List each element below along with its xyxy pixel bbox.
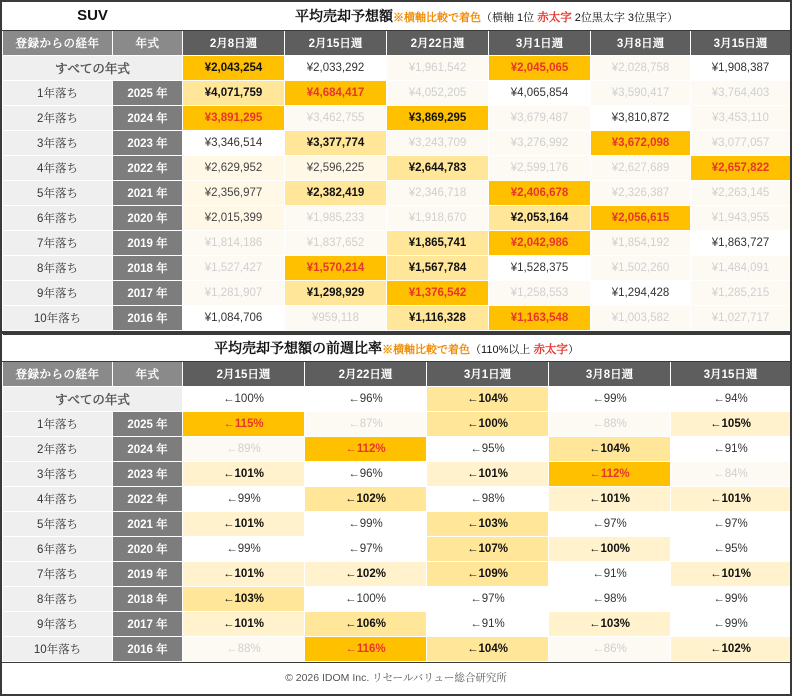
data-cell: ←99% — [183, 536, 305, 561]
data-cell: ¥3,276,992 — [489, 130, 591, 155]
data-cell: ←99% — [549, 386, 671, 411]
t2-col-w4: 3月8日週 — [549, 361, 671, 386]
data-cell: ¥1,163,548 — [489, 305, 591, 330]
table2-header-row — [3, 361, 791, 386]
table-row — [3, 636, 791, 661]
data-cell: ←96% — [305, 386, 427, 411]
data-cell: ¥1,961,542 — [387, 55, 489, 80]
data-cell: ←104% — [427, 636, 549, 661]
data-cell: ¥3,590,417 — [591, 80, 691, 105]
data-cell: ←97% — [427, 586, 549, 611]
data-cell: ←101% — [427, 461, 549, 486]
row-age-label: 2年落ち — [3, 436, 113, 461]
row-year-label: 2024 年 — [113, 105, 183, 130]
table-row — [3, 561, 791, 586]
row-year-label: 2016 年 — [113, 636, 183, 661]
row-year-label: 2020 年 — [113, 205, 183, 230]
data-cell: ¥1,298,929 — [285, 280, 387, 305]
data-cell: ¥1,527,427 — [183, 255, 285, 280]
section2-legend-post: ） — [567, 343, 579, 356]
data-cell: ←99% — [305, 511, 427, 536]
data-cell: ¥2,657,822 — [691, 155, 791, 180]
section1-note-mark: ※ — [392, 11, 404, 24]
data-cell: ¥4,052,205 — [387, 80, 489, 105]
section2-note-mark: ※ — [382, 343, 394, 356]
row-year-label: 2018 年 — [113, 255, 183, 280]
table-row — [3, 105, 791, 130]
section1-title-text: 平均売却予想額 — [294, 7, 393, 24]
section2-note-text: 横軸比較で着色 — [393, 343, 471, 356]
data-cell: ¥3,679,487 — [489, 105, 591, 130]
data-cell: ←89% — [183, 436, 305, 461]
data-cell: ¥2,053,164 — [489, 205, 591, 230]
data-cell: ←88% — [549, 411, 671, 436]
data-cell: ←96% — [305, 461, 427, 486]
data-cell: ¥1,084,706 — [183, 305, 285, 330]
data-cell: ¥1,943,955 — [691, 205, 791, 230]
data-cell: ¥1,285,215 — [691, 280, 791, 305]
section2-title-row — [3, 334, 791, 361]
t1-col-w5: 3月8日週 — [591, 30, 691, 55]
section2-title — [3, 334, 791, 361]
table-row — [3, 130, 791, 155]
data-cell: ←100% — [183, 386, 305, 411]
section1-note-text: 横軸比較で着色 — [403, 11, 481, 24]
row-age-label: 9年落ち — [3, 611, 113, 636]
table-row — [3, 511, 791, 536]
section1-legend-pre: （横軸 1位 — [480, 11, 538, 24]
row-age-label: 5年落ち — [3, 180, 113, 205]
table1-body — [3, 55, 791, 330]
t2-col-w2: 2月22日週 — [305, 361, 427, 386]
data-cell: ←106% — [305, 611, 427, 636]
data-cell: ¥2,056,615 — [591, 205, 691, 230]
data-cell: ¥1,294,428 — [591, 280, 691, 305]
data-cell: ¥2,028,758 — [591, 55, 691, 80]
row-age-label: 6年落ち — [3, 205, 113, 230]
data-cell: ¥2,629,952 — [183, 155, 285, 180]
data-cell: ¥2,596,225 — [285, 155, 387, 180]
data-cell: ¥1,502,260 — [591, 255, 691, 280]
t1-col-age: 登録からの経年 — [3, 30, 113, 55]
data-cell: ¥1,865,741 — [387, 230, 489, 255]
data-cell: ←107% — [427, 536, 549, 561]
table-row — [3, 230, 791, 255]
data-cell: ¥2,406,678 — [489, 180, 591, 205]
row-year-label: 2017 年 — [113, 611, 183, 636]
data-cell: ←109% — [427, 561, 549, 586]
row-age-label: 3年落ち — [3, 130, 113, 155]
data-cell: ←87% — [305, 411, 427, 436]
data-cell: ¥2,627,689 — [591, 155, 691, 180]
data-cell: ←91% — [427, 611, 549, 636]
table-row — [3, 536, 791, 561]
data-cell: ¥1,567,784 — [387, 255, 489, 280]
table-row — [3, 611, 791, 636]
data-cell: ¥1,116,328 — [387, 305, 489, 330]
resale-value-table — [2, 2, 791, 331]
data-cell: ←101% — [549, 486, 671, 511]
data-cell: ¥1,837,652 — [285, 230, 387, 255]
data-cell: ←100% — [305, 586, 427, 611]
data-cell: ←104% — [549, 436, 671, 461]
category-label: SUV — [3, 2, 183, 30]
data-cell: ¥1,528,375 — [489, 255, 591, 280]
data-cell: ¥1,281,907 — [183, 280, 285, 305]
data-cell: ←104% — [427, 386, 549, 411]
row-age-label: 8年落ち — [3, 586, 113, 611]
table-row — [3, 486, 791, 511]
section2-title-text: 平均売却予想額の前週比率 — [214, 339, 383, 356]
data-cell: ←99% — [671, 611, 791, 636]
data-cell: ←88% — [183, 636, 305, 661]
section1-title-row — [3, 2, 791, 30]
data-cell: ¥2,015,399 — [183, 205, 285, 230]
table-row — [3, 386, 791, 411]
data-cell: ←101% — [671, 486, 791, 511]
row-age-label: 6年落ち — [3, 536, 113, 561]
table-row — [3, 80, 791, 105]
table-row — [3, 280, 791, 305]
row-age-label: 1年落ち — [3, 411, 113, 436]
data-cell: ¥2,644,783 — [387, 155, 489, 180]
data-cell: ¥4,071,759 — [183, 80, 285, 105]
row-year-label: 2025 年 — [113, 411, 183, 436]
data-cell: ¥1,985,233 — [285, 205, 387, 230]
section1-legend-mid: 2位黒太字 3位黒字） — [571, 11, 679, 24]
data-cell: ←112% — [549, 461, 671, 486]
row-age-label: すべての年式 — [3, 386, 183, 411]
row-age-label: 7年落ち — [3, 230, 113, 255]
row-year-label: 2019 年 — [113, 230, 183, 255]
data-cell: ¥2,382,419 — [285, 180, 387, 205]
t1-col-year: 年式 — [113, 30, 183, 55]
data-cell: ¥1,484,091 — [691, 255, 791, 280]
data-cell: ¥1,258,553 — [489, 280, 591, 305]
data-cell: ←101% — [183, 511, 305, 536]
data-cell: ¥1,376,542 — [387, 280, 489, 305]
table-row — [3, 205, 791, 230]
row-year-label: 2019 年 — [113, 561, 183, 586]
row-age-label: 4年落ち — [3, 155, 113, 180]
data-cell: ¥959,118 — [285, 305, 387, 330]
row-year-label: 2024 年 — [113, 436, 183, 461]
row-year-label: 2023 年 — [113, 461, 183, 486]
t2-col-w5: 3月15日週 — [671, 361, 791, 386]
data-cell: ¥3,810,872 — [591, 105, 691, 130]
data-cell: ←101% — [183, 561, 305, 586]
data-cell: ←97% — [671, 511, 791, 536]
data-cell: ←103% — [427, 511, 549, 536]
row-age-label: 10年落ち — [3, 305, 113, 330]
data-cell: ←102% — [305, 486, 427, 511]
row-year-label: 2023 年 — [113, 130, 183, 155]
data-cell: ¥1,918,670 — [387, 205, 489, 230]
row-age-label: 4年落ち — [3, 486, 113, 511]
data-cell: ←115% — [183, 411, 305, 436]
data-cell: ←116% — [305, 636, 427, 661]
data-cell: ¥2,042,986 — [489, 230, 591, 255]
data-cell: ¥3,243,709 — [387, 130, 489, 155]
table-row — [3, 305, 791, 330]
data-cell: ¥3,077,057 — [691, 130, 791, 155]
data-cell: ←102% — [305, 561, 427, 586]
t1-col-w6: 3月15日週 — [691, 30, 791, 55]
data-cell: ←86% — [549, 636, 671, 661]
row-year-label: 2022 年 — [113, 486, 183, 511]
data-cell: ←103% — [183, 586, 305, 611]
data-cell: ¥1,908,387 — [691, 55, 791, 80]
data-cell: ←100% — [427, 411, 549, 436]
row-year-label: 2017 年 — [113, 280, 183, 305]
data-cell: ¥1,570,214 — [285, 255, 387, 280]
data-cell: ←95% — [671, 536, 791, 561]
row-age-label: 10年落ち — [3, 636, 113, 661]
table-row — [3, 255, 791, 280]
row-year-label: 2022 年 — [113, 155, 183, 180]
data-cell: ¥3,869,295 — [387, 105, 489, 130]
data-cell: ←102% — [671, 636, 791, 661]
data-cell: ¥3,346,514 — [183, 130, 285, 155]
row-year-label: 2018 年 — [113, 586, 183, 611]
data-cell: ¥2,326,387 — [591, 180, 691, 205]
t2-col-age: 登録からの経年 — [3, 361, 113, 386]
t1-col-w4: 3月1日週 — [489, 30, 591, 55]
row-age-label: 8年落ち — [3, 255, 113, 280]
t1-col-w2: 2月15日週 — [285, 30, 387, 55]
section2-legend-pre: （110%以上 — [470, 343, 534, 356]
data-cell: ¥2,346,718 — [387, 180, 489, 205]
week-over-week-table — [2, 334, 791, 662]
table-row — [3, 155, 791, 180]
data-cell: ←99% — [183, 486, 305, 511]
data-cell: ←101% — [183, 611, 305, 636]
row-year-label: 2016 年 — [113, 305, 183, 330]
table-row — [3, 55, 791, 80]
row-year-label: 2020 年 — [113, 536, 183, 561]
section1-title — [183, 2, 791, 30]
row-age-label: 3年落ち — [3, 461, 113, 486]
data-cell: ¥1,027,717 — [691, 305, 791, 330]
table-row — [3, 461, 791, 486]
data-cell: ←94% — [671, 386, 791, 411]
data-cell: ¥2,043,254 — [183, 55, 285, 80]
data-cell: ←97% — [305, 536, 427, 561]
row-age-label: 7年落ち — [3, 561, 113, 586]
t2-col-w1: 2月15日週 — [183, 361, 305, 386]
t1-col-w3: 2月22日週 — [387, 30, 489, 55]
section2-legend-red: 赤太字 — [533, 343, 568, 356]
data-cell: ¥4,684,417 — [285, 80, 387, 105]
data-cell: ←101% — [183, 461, 305, 486]
data-cell: ¥1,003,582 — [591, 305, 691, 330]
data-cell: ¥3,672,098 — [591, 130, 691, 155]
data-cell: ¥3,891,295 — [183, 105, 285, 130]
data-cell: ¥3,453,110 — [691, 105, 791, 130]
table1-header-row — [3, 30, 791, 55]
row-year-label: 2021 年 — [113, 180, 183, 205]
row-year-label: 2025 年 — [113, 80, 183, 105]
data-cell: ¥2,045,065 — [489, 55, 591, 80]
t2-col-w3: 3月1日週 — [427, 361, 549, 386]
table-row — [3, 180, 791, 205]
data-cell: ←112% — [305, 436, 427, 461]
row-age-label: 9年落ち — [3, 280, 113, 305]
data-cell: ¥1,863,727 — [691, 230, 791, 255]
row-age-label: 2年落ち — [3, 105, 113, 130]
data-cell: ¥3,377,774 — [285, 130, 387, 155]
table-row — [3, 586, 791, 611]
data-cell: ¥3,764,403 — [691, 80, 791, 105]
data-cell: ←84% — [671, 461, 791, 486]
table-row — [3, 436, 791, 461]
data-cell: ¥3,462,755 — [285, 105, 387, 130]
data-cell: ¥1,814,186 — [183, 230, 285, 255]
row-age-label: すべての年式 — [3, 55, 183, 80]
data-cell: ¥2,356,977 — [183, 180, 285, 205]
row-year-label: 2021 年 — [113, 511, 183, 536]
data-cell: ←98% — [427, 486, 549, 511]
data-cell: ¥2,263,145 — [691, 180, 791, 205]
data-cell: ¥2,599,176 — [489, 155, 591, 180]
t2-col-year: 年式 — [113, 361, 183, 386]
data-cell: ←100% — [549, 536, 671, 561]
row-age-label: 1年落ち — [3, 80, 113, 105]
table2-body — [3, 386, 791, 661]
data-cell: ←103% — [549, 611, 671, 636]
data-cell: ¥1,854,192 — [591, 230, 691, 255]
data-cell: ←97% — [549, 511, 671, 536]
data-cell: ←105% — [671, 411, 791, 436]
footer-copyright: © 2026 IDOM Inc. リセールバリュー総合研究所 — [2, 662, 790, 686]
data-cell: ←91% — [671, 436, 791, 461]
data-cell: ←99% — [671, 586, 791, 611]
table-row — [3, 411, 791, 436]
data-cell: ←91% — [549, 561, 671, 586]
section1-legend-red: 赤太字 — [537, 11, 572, 24]
row-age-label: 5年落ち — [3, 511, 113, 536]
data-cell: ←101% — [671, 561, 791, 586]
data-cell: ¥2,033,292 — [285, 55, 387, 80]
t1-col-w1: 2月8日週 — [183, 30, 285, 55]
data-cell: ←98% — [549, 586, 671, 611]
data-cell: ←95% — [427, 436, 549, 461]
data-cell: ¥4,065,854 — [489, 80, 591, 105]
